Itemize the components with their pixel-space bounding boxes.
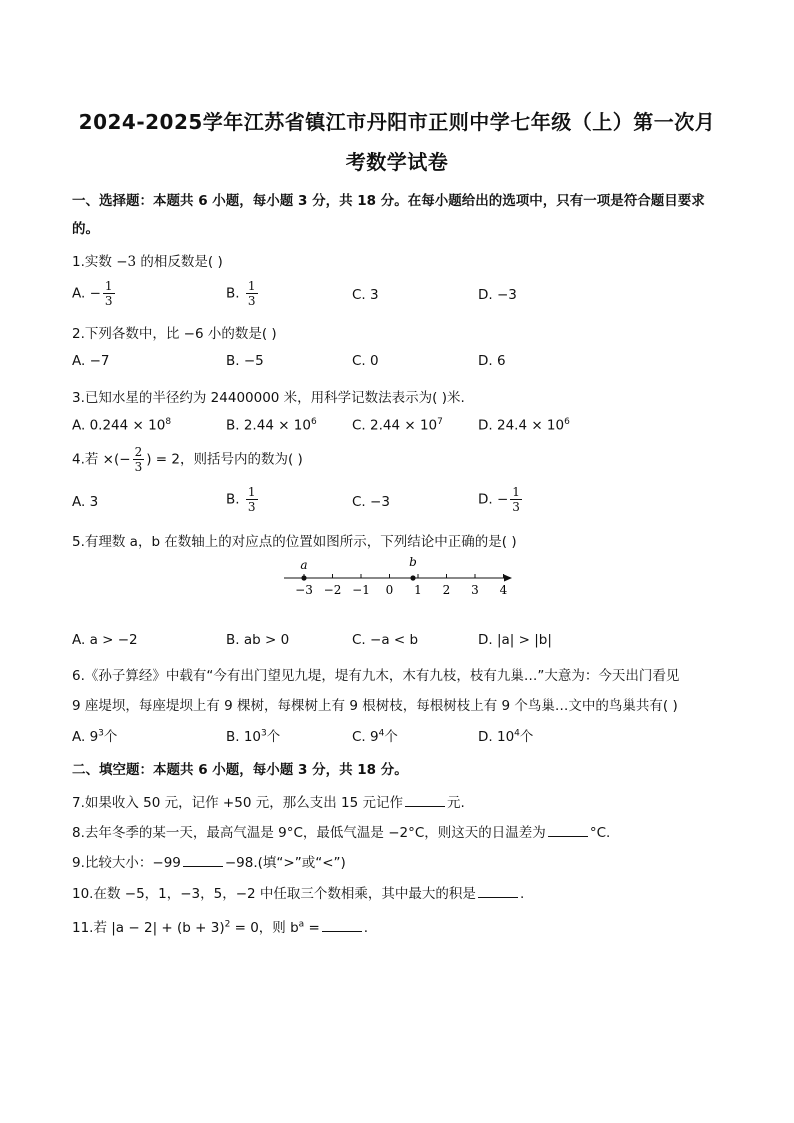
answer-blank[interactable]	[322, 919, 362, 932]
option-text: B. 10	[226, 729, 262, 745]
exponent: 4	[514, 728, 520, 739]
option-label: B.	[226, 285, 240, 302]
exponent: a	[298, 919, 305, 930]
q10-text2: .	[519, 886, 525, 902]
q1-stem-value: −3	[116, 254, 137, 270]
answer-blank[interactable]	[183, 854, 223, 867]
q2-option-b: B. −5	[226, 353, 264, 369]
q6-option-a	[72, 725, 117, 745]
option-text: C. 2.44 × 10	[352, 417, 438, 434]
axis-tick-label: −2	[323, 583, 342, 597]
unit: 个	[384, 729, 398, 745]
axis-tick-label: 3	[471, 583, 479, 597]
fraction	[133, 446, 145, 473]
point-a-label: a	[300, 558, 308, 572]
denominator: 3	[512, 500, 520, 514]
q5-option-d: D. |a| > |b|	[478, 632, 552, 648]
section1-heading-cont: 的。	[72, 221, 99, 237]
section2-heading: 二、填空题：本题共 6 小题，每小题 3 分，共 18 分。	[72, 762, 408, 778]
q4-stem-text2: ) = 2，则括号内的数为( )	[146, 451, 303, 468]
axis-tick-label: 0	[385, 583, 394, 597]
q11-text3: =	[304, 920, 320, 936]
point-b-label: b	[409, 555, 417, 569]
denominator: 3	[247, 500, 256, 514]
q4-option-c: C. −3	[352, 494, 390, 510]
q11	[72, 916, 368, 936]
q11-text4: .	[363, 920, 369, 936]
q4-stem	[72, 446, 303, 473]
option-label: B.	[226, 491, 240, 508]
q6-stem-line1: 6.《孙子算经》中载有“今有出门望见九堤，堤有九木，木有九枝，枝有九巢…”大意为：今天出门看见	[72, 668, 680, 684]
q8-text2: °C.	[589, 825, 611, 841]
point-b-dot	[410, 575, 415, 580]
q1-option-d: D. −3	[478, 287, 517, 303]
axis-tick-label: −1	[352, 583, 370, 597]
exponent: 2	[224, 919, 231, 930]
q3-option-c	[352, 417, 443, 434]
q6-option-c	[352, 725, 398, 745]
option-label: A.	[72, 285, 86, 302]
answer-blank[interactable]	[478, 885, 518, 898]
exponent: 6	[310, 417, 317, 427]
number-line-figure	[280, 553, 520, 599]
q11-text: 11.若 |a − 2| + (b + 3)	[72, 920, 225, 936]
option-text: C. 9	[352, 729, 379, 745]
q5-option-b: B. ab > 0	[226, 632, 290, 648]
q2-option-c: C. 0	[352, 353, 379, 369]
q7-text2: 元.	[446, 795, 465, 811]
q7-text: 7.如果收入 50 元，记作 +50 元，那么支出 15 元记作	[72, 795, 403, 811]
numerator: 1	[247, 279, 256, 293]
fraction	[510, 486, 522, 513]
denominator: 3	[104, 294, 113, 308]
axis-tick-label: 2	[442, 583, 451, 597]
axis-tick-label: 1	[414, 583, 422, 597]
q4-stem-text: 4.若 ×(−	[72, 451, 131, 468]
q5-option-a: A. a > −2	[72, 632, 138, 648]
numerator: 2	[134, 445, 143, 459]
exponent: 8	[165, 417, 172, 427]
unit: 个	[266, 729, 281, 745]
q4-option-b	[226, 486, 260, 513]
q1-stem-text: 1.实数	[72, 254, 112, 270]
q1-option-c: C. 3	[352, 287, 379, 303]
answer-blank[interactable]	[405, 794, 445, 807]
axis-arrow-icon	[504, 575, 512, 582]
q5-stem: 5.有理数 a，b 在数轴上的对应点的位置如图所示，下列结论中正确的是( )	[72, 534, 517, 550]
denominator: 3	[134, 460, 143, 474]
numerator: 1	[512, 485, 520, 499]
q2-option-a: A. −7	[72, 353, 110, 369]
option-text: B. 2.44 × 10	[226, 417, 311, 434]
fraction	[246, 486, 258, 513]
option-text: A. 9	[72, 729, 99, 745]
q4-option-a: A. 3	[72, 494, 99, 510]
q2-option-d: D. 6	[478, 353, 506, 369]
option-text: D. 24.4 × 10	[478, 417, 565, 434]
q9-text: 9.比较大小：−99	[72, 855, 181, 871]
fraction	[103, 280, 115, 307]
numerator: 1	[104, 279, 113, 293]
q4-option-d	[478, 486, 524, 513]
q6-option-d	[478, 725, 533, 745]
minus-sign: −	[89, 285, 101, 302]
q9-text2: −98.(填“>”或“<”)	[224, 855, 346, 871]
axis-tick-labels	[295, 583, 508, 597]
answer-blank[interactable]	[548, 824, 588, 837]
fraction	[246, 280, 258, 307]
q3-option-d	[478, 417, 570, 434]
point-a-dot	[301, 575, 306, 580]
unit: 个	[519, 729, 534, 745]
axis-tick-label: −3	[295, 583, 313, 597]
q1-stem	[72, 250, 223, 270]
exponent: 3	[261, 728, 267, 739]
q1-option-a	[72, 280, 117, 307]
numerator: 1	[247, 485, 256, 499]
axis-tick-label: 4	[499, 583, 508, 597]
exponent: 7	[437, 417, 443, 427]
exponent: 6	[564, 417, 570, 427]
minus-sign: −	[496, 491, 509, 508]
q8-text: 8.去年冬季的某一天，最高气温是 9°C，最低气温是 −2°C，则这天的日温差为	[72, 825, 546, 841]
q10-text: 10.在数 −5，1，−3，5，−2 中任取三个数相乘，其中最大的积是	[72, 886, 476, 902]
option-text: D. 10	[478, 729, 515, 745]
exponent: 4	[378, 728, 385, 739]
q1-option-b	[226, 280, 260, 307]
q3-option-b	[226, 417, 317, 434]
q9	[72, 851, 346, 871]
exponent: 3	[98, 728, 104, 739]
option-text: A. 0.244 × 10	[72, 417, 166, 434]
option-label: D.	[478, 491, 493, 508]
q8	[72, 821, 610, 841]
denominator: 3	[247, 294, 256, 308]
exam-title-line1: 2024-2025学年江苏省镇江市丹阳市正则中学七年级（上）第一次月	[78, 110, 716, 134]
unit: 个	[103, 729, 118, 745]
exam-title-line2: 考数学试卷	[345, 150, 449, 174]
q3-option-a	[72, 417, 171, 434]
q11-text2: = 0，则 b	[230, 920, 299, 936]
q7	[72, 791, 465, 811]
q6-option-b	[226, 725, 280, 745]
q5-option-c: C. −a < b	[352, 632, 419, 648]
q6-stem-line2: 9 座堤坝，每座堤坝上有 9 棵树，每棵树上有 9 根树枝，每根树枝上有 9 个鸟巢…文中的鸟巢共有( )	[72, 698, 678, 714]
axis-ticks	[304, 574, 504, 578]
q1-stem-text2: 的相反数是( )	[140, 254, 223, 270]
section1-heading: 一、选择题：本题共 6 小题，每小题 3 分，共 18 分。在每小题给出的选项中，只有一项是符合题目要求	[72, 193, 705, 209]
q10	[72, 882, 524, 902]
q3-stem: 3.已知水星的半径约为 24400000 米，用科学记数法表示为( )米.	[72, 390, 465, 406]
q2-stem: 2.下列各数中，比 −6 小的数是( )	[72, 326, 277, 342]
